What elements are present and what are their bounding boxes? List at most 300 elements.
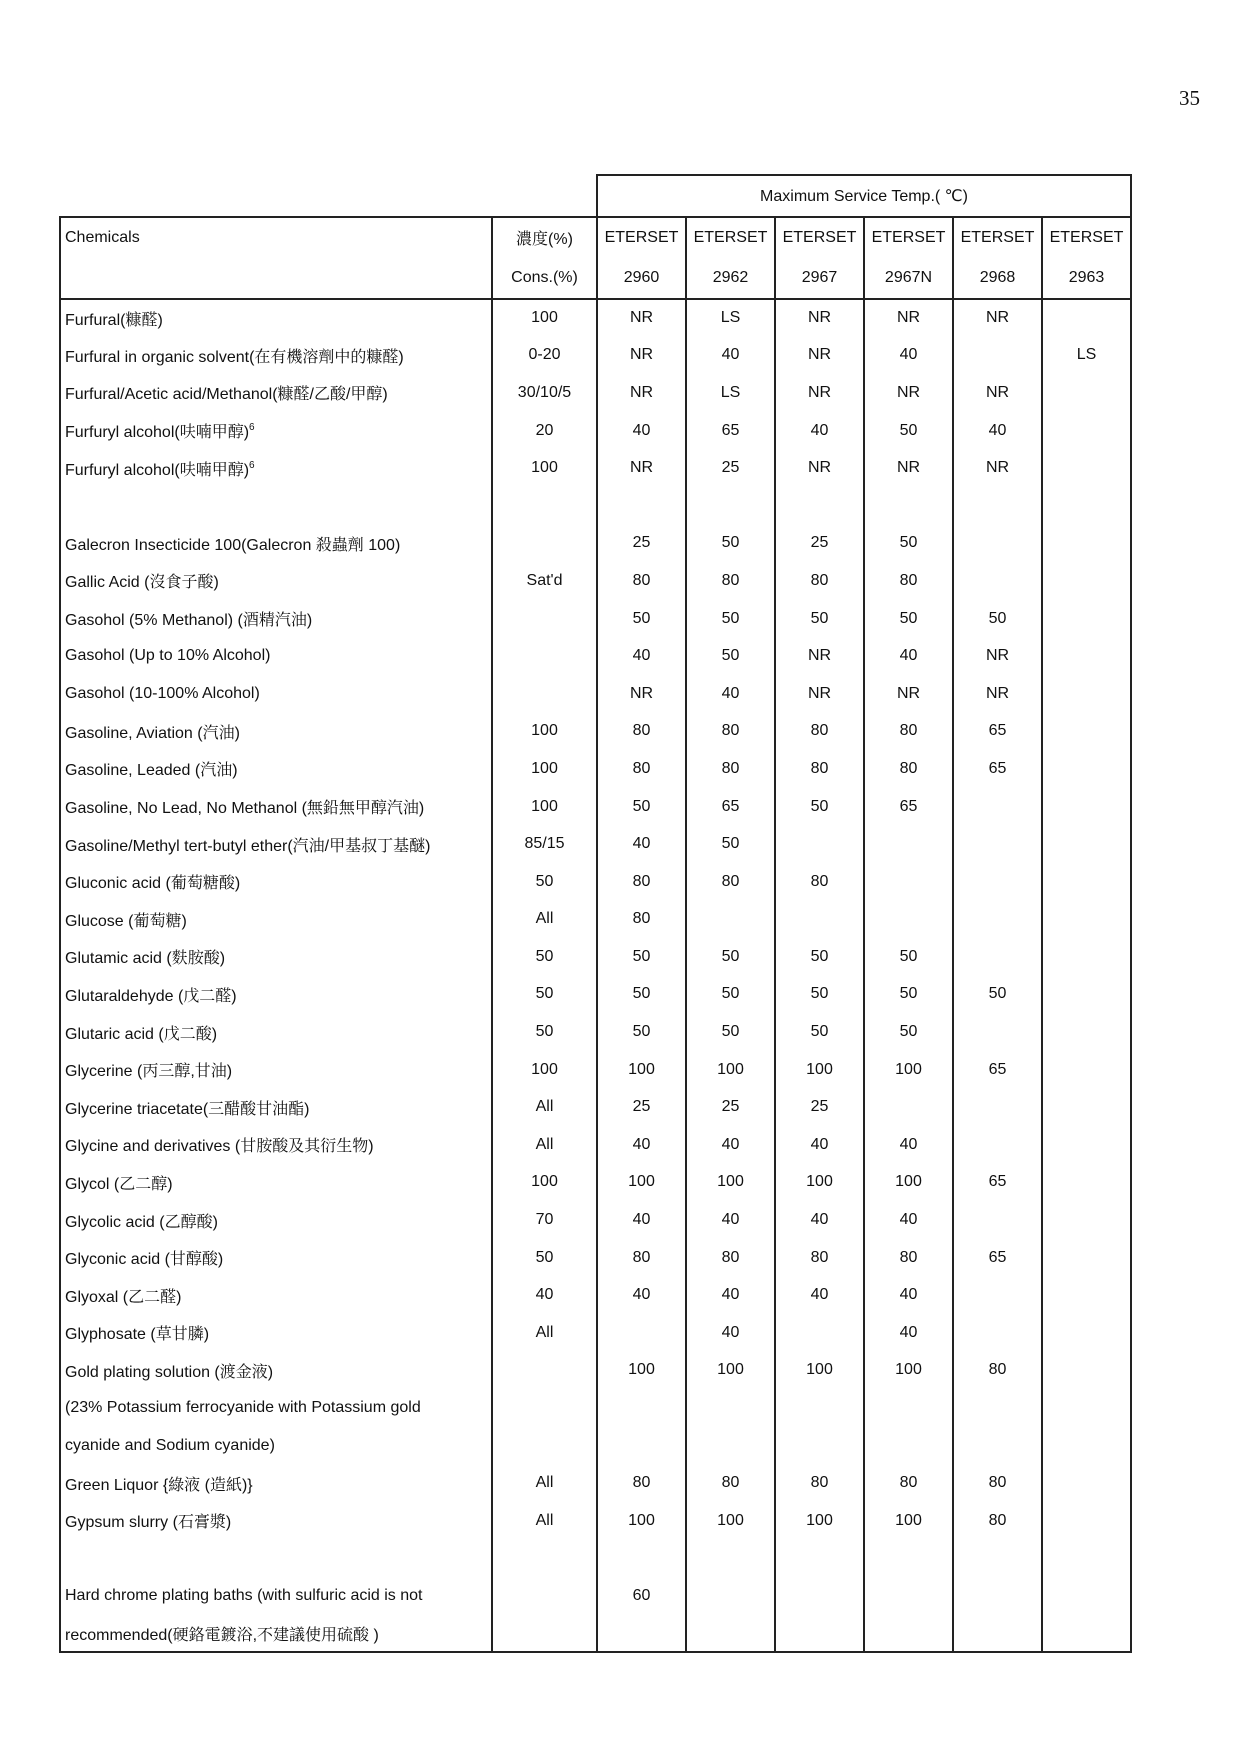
chemical-name-cell: [60, 449, 492, 487]
chemical-name-cell: [60, 750, 492, 788]
concentration-cell: [492, 1577, 597, 1615]
table-row: [60, 788, 1131, 826]
temp-cell-2967n: 65: [864, 788, 953, 826]
table-row: [60, 976, 1131, 1014]
temp-cell-2963: [1042, 1427, 1131, 1465]
temp-cell-2963: [1042, 713, 1131, 751]
temp-cell-2960: 80: [597, 562, 686, 600]
chemical-name: Gluconic acid (葡萄糖酸): [65, 875, 241, 893]
concentration-cell: 85/15: [492, 825, 597, 863]
temp-cell-2968: [953, 938, 1042, 976]
temp-cell-2962: 100: [686, 1352, 775, 1390]
temp-cell-2963: [1042, 449, 1131, 487]
concentration-cell: [492, 487, 597, 525]
temp-cell-2967: 50: [775, 600, 864, 638]
temp-cell-2967: NR: [775, 675, 864, 713]
table-row: [60, 750, 1131, 788]
temp-cell-2968: 40: [953, 412, 1042, 450]
chemical-name: Gasohol (10-100% Alcohol): [65, 684, 260, 702]
temp-cell-2962: LS: [686, 374, 775, 412]
temp-cell-2968: [953, 1276, 1042, 1314]
temp-cell-2963: [1042, 299, 1131, 337]
concentration-cell: 100: [492, 299, 597, 337]
temp-cell-2962: [686, 1577, 775, 1615]
chemical-name-cell: [60, 600, 492, 638]
concentration-cell: 50: [492, 1239, 597, 1277]
temp-cell-2960: 80: [597, 1464, 686, 1502]
temp-cell-2962: 40: [686, 1126, 775, 1164]
table-row: [60, 600, 1131, 638]
temp-cell-2968: [953, 863, 1042, 901]
temp-cell-2962: 100: [686, 1164, 775, 1202]
temp-cell-2968: [953, 525, 1042, 563]
temp-cell-2967: 80: [775, 1239, 864, 1277]
temp-cell-2967: 100: [775, 1051, 864, 1089]
temp-cell-2967: 80: [775, 713, 864, 751]
temp-cell-2963: [1042, 374, 1131, 412]
temp-cell-2968: 50: [953, 976, 1042, 1014]
temp-cell-2968: 65: [953, 1164, 1042, 1202]
temp-cell-2962: 100: [686, 1051, 775, 1089]
temp-cell-2968: 65: [953, 1051, 1042, 1089]
concentration-cell: [492, 1615, 597, 1653]
chemical-name-cell: [60, 1615, 492, 1653]
chemical-name: Gasohol (Up to 10% Alcohol): [65, 647, 271, 665]
temp-cell-2963: [1042, 1201, 1131, 1239]
temp-cell-2962: 25: [686, 1088, 775, 1126]
table-row: [60, 525, 1131, 563]
temp-cell-2962: 50: [686, 1013, 775, 1051]
chemical-name-cell: [60, 337, 492, 375]
chemical-name-cell: [60, 412, 492, 450]
temp-cell-2967n: [864, 825, 953, 863]
concentration-cell: 50: [492, 976, 597, 1014]
chemical-name: Gasoline, Aviation (汽油): [65, 724, 240, 742]
table-row: [60, 825, 1131, 863]
table-row: [60, 1464, 1131, 1502]
table-row: [60, 675, 1131, 713]
temp-cell-2967: 80: [775, 1464, 864, 1502]
chemical-name: Glutaric acid (戊二酸): [65, 1025, 218, 1043]
temp-cell-2963: [1042, 1088, 1131, 1126]
temp-cell-2967: 80: [775, 562, 864, 600]
chemical-name-cell: [60, 901, 492, 939]
temp-cell-2967n: 80: [864, 713, 953, 751]
concentration-cell: [492, 637, 597, 675]
chemical-name: Gasoline, No Lead, No Methanol (無鉛無甲醇汽油): [65, 800, 425, 818]
temp-cell-2967: 40: [775, 412, 864, 450]
temp-cell-2968: NR: [953, 374, 1042, 412]
chemical-name: Gasoline, Leaded (汽油): [65, 762, 238, 780]
temp-cell-2962: 50: [686, 637, 775, 675]
temp-cell-2962: 25: [686, 449, 775, 487]
chemical-name: Glyphosate (草甘膦): [65, 1326, 210, 1344]
temp-cell-2967: 50: [775, 1013, 864, 1051]
chemical-name: Furfuryl alcohol(呋喃甲醇): [65, 424, 250, 442]
temp-cell-2967n: 50: [864, 938, 953, 976]
temp-cell-2968: [953, 337, 1042, 375]
temp-cell-2967n: 40: [864, 1201, 953, 1239]
temp-cell-2967: 40: [775, 1201, 864, 1239]
temp-cell-2967n: 50: [864, 976, 953, 1014]
temp-cell-2967: 50: [775, 788, 864, 826]
table-row: [60, 1088, 1131, 1126]
temp-cell-2967: 100: [775, 1502, 864, 1540]
chemical-name-cell: [60, 1314, 492, 1352]
temp-cell-2967n: 50: [864, 600, 953, 638]
chemical-name-cell: [60, 976, 492, 1014]
chemical-name-cell: [60, 1126, 492, 1164]
chemical-name: Furfural(糠醛): [65, 311, 163, 329]
table-row: [60, 1314, 1131, 1352]
temp-cell-2963: [1042, 1464, 1131, 1502]
temp-cell-2960: [597, 1615, 686, 1653]
chemical-name: Gasoline/Methyl tert-butyl ether(汽油/甲基叔丁基醚): [65, 837, 431, 855]
chemical-name: Furfuryl alcohol(呋喃甲醇): [65, 461, 250, 479]
chemical-name-cell: [60, 713, 492, 751]
concentration-cell: 0-20: [492, 337, 597, 375]
temp-cell-2962: 65: [686, 788, 775, 826]
concentration-cell: 50: [492, 1013, 597, 1051]
temp-cell-2960: 40: [597, 1201, 686, 1239]
temp-cell-2967: 40: [775, 1276, 864, 1314]
footnote-ref: 6: [249, 422, 255, 434]
chemical-name: Gasohol (5% Methanol) (酒精汽油): [65, 612, 313, 630]
concentration-cell: [492, 1389, 597, 1427]
concentration-cell: All: [492, 1464, 597, 1502]
temp-cell-2960: 80: [597, 863, 686, 901]
chemical-name-cell: [60, 1577, 492, 1615]
temp-cell-2963: [1042, 1164, 1131, 1202]
temp-cell-2968: NR: [953, 449, 1042, 487]
temp-cell-2967n: 50: [864, 412, 953, 450]
page-number: 35: [1179, 86, 1200, 110]
temp-cell-2967n: 40: [864, 1126, 953, 1164]
table-row: [60, 1276, 1131, 1314]
temp-cell-2963: [1042, 825, 1131, 863]
temp-cell-2967: NR: [775, 374, 864, 412]
temp-cell-2960: 100: [597, 1502, 686, 1540]
chemical-name: Glycerine triacetate(三醋酸甘油酯): [65, 1100, 310, 1118]
table-row: [60, 412, 1131, 450]
temp-cell-2963: [1042, 1615, 1131, 1653]
temp-cell-2967n: 50: [864, 525, 953, 563]
temp-cell-2960: 50: [597, 788, 686, 826]
temp-cell-2962: 50: [686, 825, 775, 863]
product-model-2967n: 2967N: [864, 257, 953, 299]
temp-cell-2967n: 100: [864, 1164, 953, 1202]
temp-cell-2963: [1042, 637, 1131, 675]
table-row: [60, 487, 1131, 525]
temp-cell-2968: [953, 1088, 1042, 1126]
chemical-name-cell: [60, 1164, 492, 1202]
product-brand-2967: ETERSET: [775, 217, 864, 257]
temp-cell-2967n: 100: [864, 1502, 953, 1540]
chemical-name: Glycine and derivatives (甘胺酸及其衍生物): [65, 1138, 374, 1156]
chemical-resistance-table: [59, 174, 1132, 1653]
concentration-cell: All: [492, 1088, 597, 1126]
table-row: [60, 713, 1131, 751]
temp-cell-2968: [953, 825, 1042, 863]
concentration-cell: [492, 675, 597, 713]
table-row: [60, 299, 1131, 337]
chemical-name: Glycol (乙二醇): [65, 1175, 173, 1193]
chemical-name: Furfural in organic solvent(在有機溶劑中的糠醛): [65, 348, 404, 366]
temp-cell-2967n: 40: [864, 1314, 953, 1352]
chemical-name-cell: [60, 1201, 492, 1239]
temp-cell-2967: 25: [775, 525, 864, 563]
temp-cell-2967: NR: [775, 449, 864, 487]
chemicals-header: Chemicals: [60, 217, 492, 257]
temp-cell-2967n: 100: [864, 1051, 953, 1089]
temp-cell-2962: 100: [686, 1502, 775, 1540]
temp-cell-2967: [775, 487, 864, 525]
temp-cell-2967n: [864, 1540, 953, 1578]
temp-cell-2960: 40: [597, 412, 686, 450]
concentration-cell: 20: [492, 412, 597, 450]
temp-cell-2960: 40: [597, 637, 686, 675]
concentration-cell: [492, 600, 597, 638]
temp-cell-2962: [686, 1540, 775, 1578]
chemical-name-cell: [60, 825, 492, 863]
concentration-cell: 30/10/5: [492, 374, 597, 412]
table-row: [60, 1577, 1131, 1615]
concentration-cell: [492, 1352, 597, 1390]
concentration-cell: 70: [492, 1201, 597, 1239]
temp-cell-2960: [597, 1314, 686, 1352]
temp-cell-2967: [775, 1389, 864, 1427]
chemical-name-cell: [60, 1502, 492, 1540]
temp-cell-2967: 25: [775, 1088, 864, 1126]
temp-cell-2967n: [864, 1389, 953, 1427]
temp-cell-2963: [1042, 1126, 1131, 1164]
product-brand-2962: ETERSET: [686, 217, 775, 257]
temp-cell-2962: 80: [686, 713, 775, 751]
temp-cell-2967n: 80: [864, 750, 953, 788]
footnote-ref: 6: [249, 459, 255, 471]
temp-cell-2963: [1042, 750, 1131, 788]
concentration-cell: 100: [492, 788, 597, 826]
concentration-cell: 100: [492, 713, 597, 751]
chemical-name-cell: [60, 1051, 492, 1089]
temp-cell-2967n: 40: [864, 1276, 953, 1314]
temp-cell-2960: 50: [597, 600, 686, 638]
temp-cell-2967n: 40: [864, 637, 953, 675]
product-model-2967: 2967: [775, 257, 864, 299]
temp-cell-2962: 50: [686, 600, 775, 638]
temp-cell-2963: [1042, 1502, 1131, 1540]
concentration-header-en: Cons.(%): [492, 257, 597, 299]
chemical-name: Gallic Acid (沒食子酸): [65, 574, 219, 592]
temp-cell-2960: 40: [597, 1126, 686, 1164]
temp-cell-2962: [686, 1389, 775, 1427]
concentration-cell: 100: [492, 750, 597, 788]
temp-cell-2967: 50: [775, 938, 864, 976]
temp-cell-2963: [1042, 938, 1131, 976]
temp-cell-2967: 50: [775, 976, 864, 1014]
temp-cell-2963: [1042, 863, 1131, 901]
table-row: [60, 1051, 1131, 1089]
chemical-name-cell: [60, 1239, 492, 1277]
temp-cell-2968: [953, 1201, 1042, 1239]
temp-cell-2963: [1042, 600, 1131, 638]
table-row: [60, 1540, 1131, 1578]
temp-cell-2960: 100: [597, 1164, 686, 1202]
table-row: [60, 1502, 1131, 1540]
max-service-temp-header: Maximum Service Temp.( ℃): [597, 175, 1131, 217]
chemical-name: Glyoxal (乙二醛): [65, 1288, 182, 1306]
temp-cell-2967: [775, 901, 864, 939]
chemical-name-cell: [60, 1464, 492, 1502]
table-row: [60, 1239, 1131, 1277]
chemical-name-cell: [60, 1088, 492, 1126]
temp-cell-2968: NR: [953, 299, 1042, 337]
concentration-cell: 100: [492, 1051, 597, 1089]
product-brand-2963: ETERSET: [1042, 217, 1131, 257]
temp-cell-2967n: NR: [864, 449, 953, 487]
temp-cell-2963: [1042, 1013, 1131, 1051]
chemical-name-cell: [60, 637, 492, 675]
temp-cell-2968: [953, 1013, 1042, 1051]
chemical-name: Furfural/Acetic acid/Methanol(糠醛/乙酸/甲醇): [65, 386, 388, 404]
temp-cell-2967n: 100: [864, 1352, 953, 1390]
chemical-name-cell: [60, 1276, 492, 1314]
temp-cell-2967n: 50: [864, 1013, 953, 1051]
temp-cell-2963: [1042, 1239, 1131, 1277]
temp-cell-2960: 80: [597, 1239, 686, 1277]
temp-cell-2967: 40: [775, 1126, 864, 1164]
temp-cell-2967: NR: [775, 637, 864, 675]
temp-cell-2962: 40: [686, 337, 775, 375]
concentration-cell: All: [492, 901, 597, 939]
temp-cell-2960: 50: [597, 938, 686, 976]
temp-cell-2967: [775, 1314, 864, 1352]
temp-cell-2960: [597, 487, 686, 525]
temp-cell-2960: 80: [597, 750, 686, 788]
temp-cell-2962: 80: [686, 562, 775, 600]
concentration-cell: 50: [492, 863, 597, 901]
temp-cell-2967: 100: [775, 1164, 864, 1202]
temp-cell-2962: 40: [686, 1314, 775, 1352]
temp-cell-2960: NR: [597, 449, 686, 487]
temp-cell-2967n: NR: [864, 675, 953, 713]
temp-cell-2967: 80: [775, 863, 864, 901]
chemical-name: Galecron Insecticide 100(Galecron 殺蟲劑 100): [65, 536, 401, 554]
temp-cell-2960: [597, 1389, 686, 1427]
chemical-name-cell: [60, 863, 492, 901]
temp-cell-2963: [1042, 1051, 1131, 1089]
temp-cell-2962: 65: [686, 412, 775, 450]
product-brand-2967n: ETERSET: [864, 217, 953, 257]
temp-cell-2960: 40: [597, 825, 686, 863]
concentration-cell: All: [492, 1502, 597, 1540]
temp-cell-2967: [775, 825, 864, 863]
chemical-name: Gold plating solution (渡金液): [65, 1363, 274, 1381]
temp-cell-2962: 40: [686, 1276, 775, 1314]
temp-cell-2968: [953, 1577, 1042, 1615]
temp-cell-2968: NR: [953, 637, 1042, 675]
temp-cell-2967n: [864, 901, 953, 939]
concentration-cell: 50: [492, 938, 597, 976]
temp-cell-2968: [953, 1126, 1042, 1164]
concentration-cell: 100: [492, 449, 597, 487]
table-row: [60, 637, 1131, 675]
temp-cell-2963: [1042, 1314, 1131, 1352]
table-row: [60, 1352, 1131, 1390]
concentration-cell: [492, 1540, 597, 1578]
temp-cell-2963: [1042, 788, 1131, 826]
temp-cell-2967n: [864, 1615, 953, 1653]
temp-cell-2968: [953, 788, 1042, 826]
chemical-name-cell: [60, 938, 492, 976]
concentration-cell: All: [492, 1126, 597, 1164]
temp-cell-2960: NR: [597, 374, 686, 412]
chemical-name-cell: [60, 1013, 492, 1051]
table-row: [60, 1201, 1131, 1239]
temp-cell-2968: [953, 1389, 1042, 1427]
temp-cell-2962: 50: [686, 976, 775, 1014]
table-row: [60, 1427, 1131, 1465]
temp-cell-2968: [953, 901, 1042, 939]
chemical-name: cyanide and Sodium cyanide): [65, 1436, 275, 1454]
temp-cell-2960: 100: [597, 1352, 686, 1390]
temp-cell-2962: [686, 1615, 775, 1653]
chemical-name-cell: [60, 487, 492, 525]
chemical-name-cell: [60, 374, 492, 412]
concentration-cell: All: [492, 1314, 597, 1352]
chemical-name: Glucose (葡萄糖): [65, 912, 187, 930]
temp-cell-2962: 40: [686, 675, 775, 713]
temp-cell-2960: 25: [597, 525, 686, 563]
temp-cell-2968: [953, 1615, 1042, 1653]
chemicals-header-blank: [60, 257, 492, 299]
product-model-2968: 2968: [953, 257, 1042, 299]
temp-cell-2962: [686, 487, 775, 525]
temp-cell-2967n: [864, 1088, 953, 1126]
chemical-name-cell: [60, 675, 492, 713]
temp-cell-2968: 50: [953, 600, 1042, 638]
concentration-cell: 40: [492, 1276, 597, 1314]
chemical-name: Glycolic acid (乙醇酸): [65, 1213, 218, 1231]
temp-cell-2963: [1042, 675, 1131, 713]
temp-cell-2968: [953, 562, 1042, 600]
temp-cell-2963: [1042, 1352, 1131, 1390]
temp-cell-2967: 80: [775, 750, 864, 788]
temp-cell-2960: NR: [597, 675, 686, 713]
chemical-name: Glutamic acid (麩胺酸): [65, 950, 226, 968]
temp-cell-2960: 40: [597, 1276, 686, 1314]
temp-cell-2960: 25: [597, 1088, 686, 1126]
temp-cell-2968: NR: [953, 675, 1042, 713]
chemical-name: Green Liquor {綠液 (造紙)}: [65, 1476, 253, 1494]
temp-cell-2962: 80: [686, 863, 775, 901]
concentration-cell: 100: [492, 1164, 597, 1202]
temp-cell-2967n: 80: [864, 1239, 953, 1277]
chemical-name-cell: [60, 1352, 492, 1390]
temp-cell-2962: 80: [686, 750, 775, 788]
table-row: [60, 337, 1131, 375]
chemical-name-cell: [60, 562, 492, 600]
temp-cell-2968: 80: [953, 1352, 1042, 1390]
table-row: [60, 1126, 1131, 1164]
temp-cell-2968: 80: [953, 1464, 1042, 1502]
chemical-name-cell: [60, 1389, 492, 1427]
temp-cell-2963: [1042, 1540, 1131, 1578]
temp-cell-2968: 80: [953, 1502, 1042, 1540]
table-body: [60, 299, 1131, 1652]
temp-cell-2967n: 80: [864, 562, 953, 600]
product-brand-2960: ETERSET: [597, 217, 686, 257]
